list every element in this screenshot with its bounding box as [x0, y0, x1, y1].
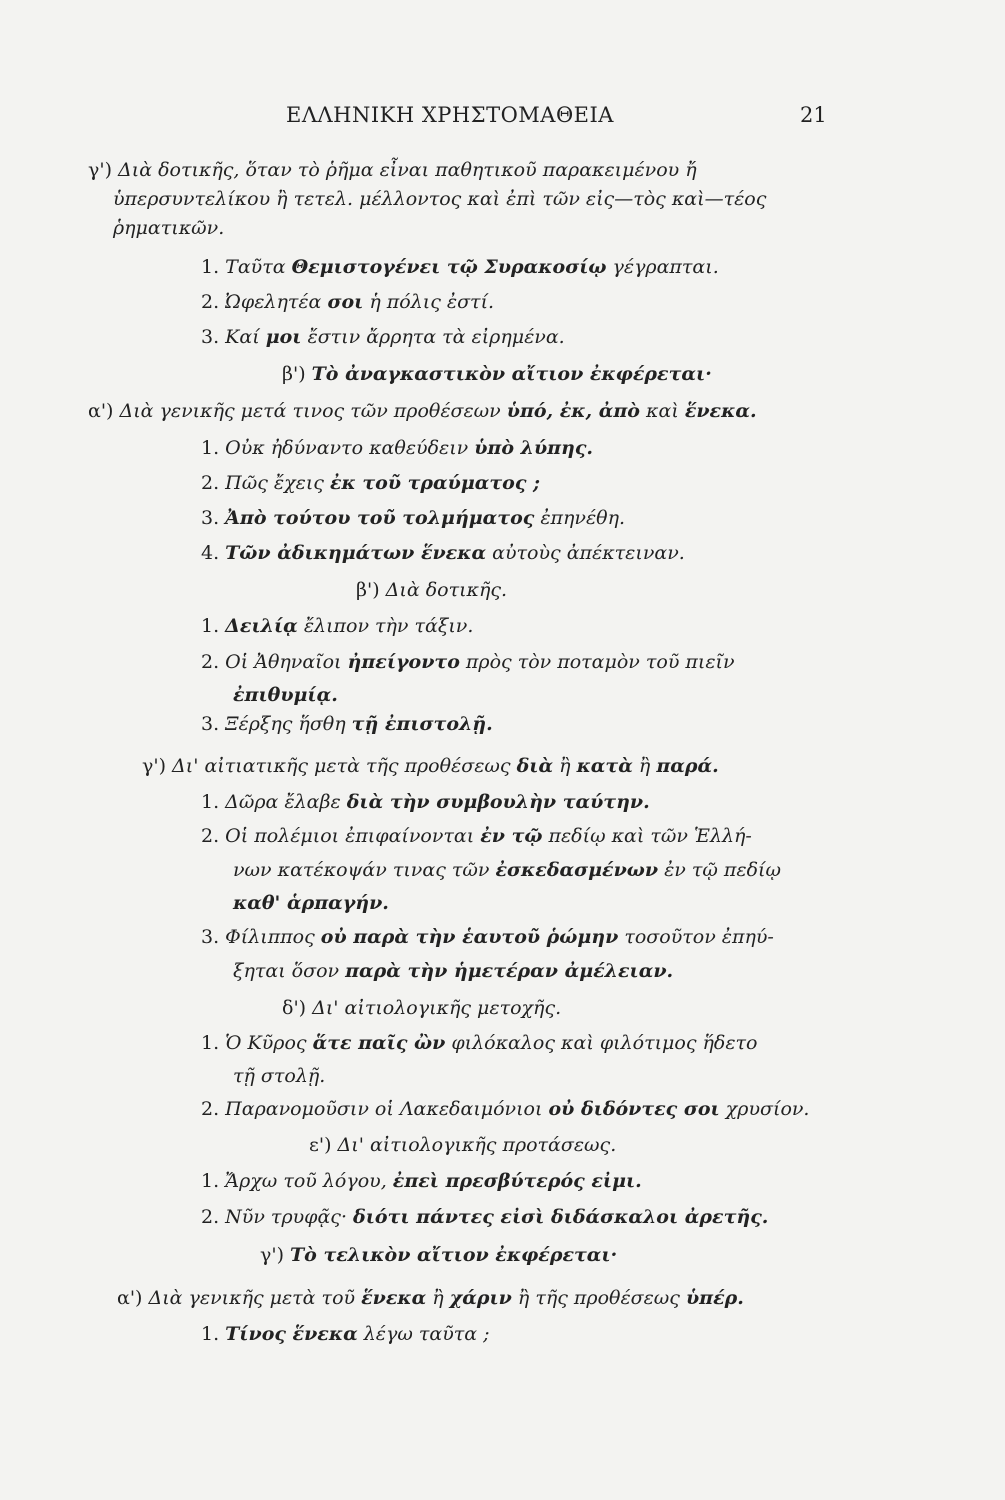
text-line — [201, 925, 774, 949]
text-line — [201, 255, 719, 279]
bold-text: οὐ παρὰ τὴν ἑαυτοῦ ῥώμην — [320, 926, 619, 948]
running-header: ΕΛΛΗΝΙΚΗ ΧΡΗΣΤΟΜΑΘΕΙΑ — [286, 103, 614, 127]
text-span: καὶ — [639, 400, 685, 422]
text-line — [233, 1064, 325, 1088]
bold-text: ὑπέρ. — [685, 1287, 744, 1309]
text-span: Δι' αἰτιολογικῆς μετοχῆς. — [312, 997, 562, 1019]
text-line — [201, 436, 593, 460]
line-label: γ') — [142, 755, 173, 777]
text-line — [113, 187, 766, 211]
text-span: ἢ — [632, 755, 657, 777]
bold-text: παρὰ τὴν ἡμετέραν ἀμέλειαν. — [345, 960, 674, 982]
text-span: Δι' αἰτιολογικῆς προτάσεως. — [337, 1134, 617, 1156]
line-label: 2. — [201, 1098, 226, 1120]
text-line — [201, 824, 752, 848]
text-line — [88, 399, 757, 423]
text-span: Φίλιππος — [225, 926, 321, 948]
text-line — [233, 683, 338, 707]
text-line — [142, 754, 719, 778]
text-span: Διὰ γενικῆς μετά τινος τῶν προθέσεων — [119, 400, 507, 422]
text-span: αὐτοὺς ἀπέκτειναν. — [486, 542, 685, 564]
bold-text: ἕνεκα. — [684, 400, 757, 422]
text-span: Ὠφελητέα — [225, 291, 328, 313]
line-label: 4. — [201, 542, 226, 564]
line-label: 1. — [201, 1032, 226, 1054]
bold-text: Τῶν ἀδικημάτων ἕνεκα — [225, 542, 487, 564]
line-label: 1. — [201, 256, 226, 278]
text-span: Οὐκ ἠδύναντο καθεύδειν — [225, 437, 475, 459]
text-span: ὑπερσυντελίκου ἢ τετελ. μέλλοντος καὶ ἐπὶ τῶν εἰς—τὸς καὶ—τέος — [113, 188, 767, 210]
line-label: 2. — [201, 651, 226, 673]
line-label: 2. — [201, 1206, 226, 1228]
text-span: Δῶρα ἔλαβε — [225, 791, 347, 813]
bold-text: σοι — [327, 291, 364, 313]
text-span: Ξέρξης ἥσθη — [225, 713, 352, 735]
text-span: ἡ πόλις ἐστί. — [363, 291, 495, 313]
text-line — [201, 1031, 757, 1055]
text-span: τῇ στολῇ. — [233, 1065, 326, 1087]
text-line — [260, 1243, 617, 1267]
text-span: Ταῦτα — [225, 256, 292, 278]
bold-text: ἠπείγοντο — [347, 651, 460, 673]
text-span: Οἱ πολέμιοι ἐπιφαίνονται — [225, 825, 481, 847]
text-span: Διὰ δοτικῆς. — [385, 579, 508, 601]
line-label: ε') — [309, 1134, 338, 1156]
text-line — [113, 216, 224, 240]
text-span: ἔστιν ἄρρητα τὰ εἰρημένα. — [301, 326, 565, 348]
text-line — [201, 471, 540, 495]
bold-text: ἐν τῷ — [480, 825, 543, 847]
text-span: ἔλιπον τὴν τάξιν. — [297, 615, 474, 637]
text-line — [201, 1205, 768, 1229]
text-line — [201, 1322, 490, 1346]
text-span: νων κατέκοψάν τινας τῶν — [233, 859, 496, 881]
line-label: 3. — [201, 713, 226, 735]
text-line — [88, 158, 697, 182]
text-line — [233, 858, 781, 882]
line-label: α') — [117, 1287, 149, 1309]
bold-text: ἐπιθυμίᾳ. — [233, 684, 338, 706]
text-span: Διὰ δοτικῆς, ὅταν τὸ ῥῆμα εἶναι παθητικοῦ παρακειμένου ἤ — [118, 159, 697, 181]
bold-text: χάριν — [449, 1287, 512, 1309]
text-line — [233, 959, 673, 983]
text-span: τοσοῦτον ἐπηύ- — [618, 926, 774, 948]
line-label: 3. — [201, 326, 226, 348]
line-label: 1. — [201, 1323, 226, 1345]
text-span: γέγραπται. — [606, 256, 719, 278]
bold-text: κατὰ — [576, 755, 633, 777]
text-line — [201, 650, 735, 674]
bold-text: διότι πάντες εἰσὶ διδάσκαλοι ἀρετῆς. — [353, 1206, 769, 1228]
bold-text: μοι — [265, 326, 302, 348]
line-label: 3. — [201, 926, 226, 948]
text-line — [201, 290, 494, 314]
text-line — [201, 712, 493, 736]
bold-text: τῇ ἐπιστολῇ. — [351, 713, 493, 735]
text-span: πεδίῳ καὶ τῶν Ἑλλή- — [542, 825, 752, 847]
text-line — [201, 506, 625, 530]
bold-text: Ἀπὸ τούτου τοῦ τολμήματος — [225, 507, 535, 529]
bold-text: ἐκ τοῦ τραύματος ; — [329, 472, 541, 494]
text-line — [201, 541, 685, 565]
text-line — [282, 996, 561, 1020]
text-span: Δι' αἰτιατικῆς μετὰ τῆς προθέσεως — [172, 755, 517, 777]
text-line — [233, 891, 389, 915]
text-span: ἢ τῆς προθέσεως — [511, 1287, 686, 1309]
bold-text: Τὸ ἀναγκαστικὸν αἴτιον ἐκφέρεται· — [311, 363, 712, 385]
text-span: ἐν τῷ πεδίῳ — [658, 859, 781, 881]
text-span: ῥηματικῶν. — [113, 217, 225, 239]
bold-text: Δειλίᾳ — [225, 615, 298, 637]
text-span: Διὰ γενικῆς μετὰ τοῦ — [148, 1287, 362, 1309]
text-span: ἢ — [553, 755, 577, 777]
text-line — [117, 1286, 744, 1310]
line-label: γ') — [260, 1244, 291, 1266]
line-label: α') — [88, 400, 120, 422]
bold-text: Τίνος ἕνεκα — [225, 1323, 358, 1345]
text-line — [201, 1169, 642, 1193]
line-label: β') — [356, 579, 386, 601]
text-line — [201, 1097, 809, 1121]
text-span: Ἄρχω τοῦ λόγου, — [225, 1170, 393, 1192]
line-label: β') — [282, 363, 312, 385]
text-line — [356, 578, 507, 602]
bold-text: οὐ διδόντες σοι — [548, 1098, 720, 1120]
line-label: 1. — [201, 437, 226, 459]
line-label: 1. — [201, 1170, 226, 1192]
bold-text: ἐσκεδασμένων — [495, 859, 659, 881]
bold-text: Θεμιστογένει τῷ Συρακοσίῳ — [291, 256, 607, 278]
line-label: 1. — [201, 615, 226, 637]
text-span: ξηται ὅσον — [233, 960, 346, 982]
text-line — [201, 790, 650, 814]
line-label: 2. — [201, 472, 226, 494]
line-label: 2. — [201, 825, 226, 847]
bold-text: παρά. — [656, 755, 719, 777]
text-span: ἐπηνέθη. — [534, 507, 626, 529]
bold-text: ἐπεὶ πρεσβύτερός εἰμι. — [392, 1170, 642, 1192]
bold-text: καθ' ἁρπαγήν. — [233, 892, 389, 914]
bold-text: διὰ — [516, 755, 554, 777]
page-number: 21 — [800, 103, 827, 127]
text-span: Οἱ Ἀθηναῖοι — [225, 651, 348, 673]
text-span: χρυσίον. — [719, 1098, 810, 1120]
text-line — [282, 362, 712, 386]
text-span: ἢ — [426, 1287, 450, 1309]
line-label: 1. — [201, 791, 226, 813]
bold-text: ὑπὸ λύπης. — [474, 437, 594, 459]
text-span: φιλόκαλος καὶ φιλότιμος ἥδετο — [445, 1032, 758, 1054]
text-span: Νῦν τρυφᾷς· — [225, 1206, 354, 1228]
text-span: λέγω ταῦτα ; — [357, 1323, 490, 1345]
text-line — [309, 1133, 616, 1157]
line-label: 3. — [201, 507, 226, 529]
bold-text: Τὸ τελικὸν αἴτιον ἐκφέρεται· — [290, 1244, 618, 1266]
bold-text: ἕνεκα — [361, 1287, 427, 1309]
text-span: Παρανομοῦσιν οἱ Λακεδαιμόνιοι — [225, 1098, 549, 1120]
bold-text: διὰ τὴν συμβουλὴν ταύτην. — [346, 791, 650, 813]
bold-text: ἅτε παῖς ὢν — [312, 1032, 446, 1054]
bold-text: ὑπό, ἐκ, ἀπὸ — [506, 400, 640, 422]
line-label: δ') — [282, 997, 313, 1019]
line-label: 2. — [201, 291, 226, 313]
text-line — [201, 614, 473, 638]
text-span: πρὸς τὸν ποταμὸν τοῦ πιεῖν — [459, 651, 735, 673]
text-span: Πῶς ἔχεις — [225, 472, 330, 494]
text-span: Καί — [225, 326, 266, 348]
line-label: γ') — [88, 159, 119, 181]
text-span: Ὁ Κῦρος — [225, 1032, 313, 1054]
text-line — [201, 325, 565, 349]
